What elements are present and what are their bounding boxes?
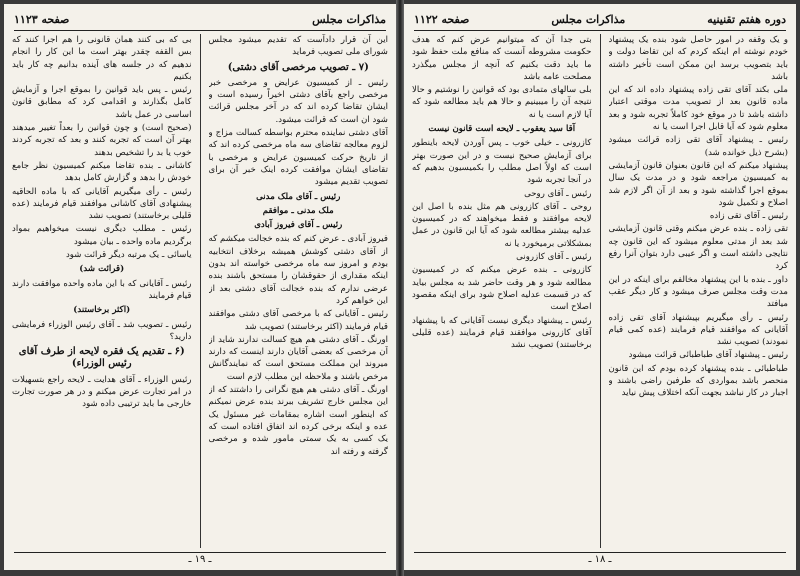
paragraph: رئیس ـ آقای ملک مدنی	[256, 191, 341, 202]
paragraph: کازرونی ـ بنده عرض میکنم که در کمیسیون مطالعه شود و هر وقت حاضر شد به مجلس بیاید که در قسمت عدلیه اصلاح شود برای اینکه مقصود اصلاح است	[412, 265, 592, 313]
paragraph: رئیس ـ رأی میگیریم بپیشنهاد آقای تقی زاده آقایانی که موافقند قیام فرمایند (عده کمی قیام نمودند) تصویب نشد	[608, 312, 788, 348]
paragraph: رئیس ـ تصویب شد ـ آقای رئیس الوزراء فرمایشی دارید؟	[12, 319, 192, 342]
paragraph: پیشنهاد میکنم که این قانون بعنوان قانون آزمایشی به کمیسیون مراجعه شود و در مدت یک سال بموقع اجرا گذاشته شود و بعد از آن اگر لازم شد اصلاح و تکمیل شود	[608, 160, 788, 208]
right-page	[404, 4, 796, 570]
paragraph: روحی ـ آقای کازرونی هم مثل بنده با اصل این لایحه موافقند و فقط میخواهند که در کمیسیون عدلیه بیشتر مطالعه شود که آیا این قانون در عمل بمشکلاتی برمیخورد یا نه	[412, 201, 592, 249]
paragraph: داور ـ بنده با این پیشنهاد مخالفم برای اینکه در این مدت وقت مجلس صرف میشود و کار دیگر عقب میافتد	[608, 274, 788, 310]
right-page-footer	[414, 552, 786, 566]
paragraph: بلی سالهای متمادی بود که قوانین را نوشتیم و حالا نتیجه آن را میبینیم و حالا هم باید مطالعه شود که آیا لازم است یا نه	[412, 85, 592, 120]
paragraph: (صحیح است) و چون قوانین را بعداً تغییر میدهند بهتر آن است که تجربه کنند و بعد که تجربه کردند خوب یا بد را تشخیص بدهند	[12, 123, 192, 158]
paragraph: آقا سید یعقوب ـ لایحه است قانون نیست	[428, 124, 576, 135]
paragraph: (اکثر برخاستند)	[73, 305, 131, 316]
paragraph: رئیس ـ آقای کازرونی	[516, 252, 592, 263]
paragraph: رئیس ـ پیشنهاد دیگری نیست آقایانی که با پیشنهاد آقای کازرونی موافقند قیام فرمایند (عده قلیلی برخاستند) تصویب نشد	[412, 315, 592, 351]
right-page-left-column	[412, 34, 592, 548]
paragraph: ملک مدنی ـ موافقم	[262, 205, 334, 216]
left-page-footer	[14, 552, 386, 566]
header-rule	[414, 30, 786, 31]
paragraph: رئیس ـ رأی میگیریم آقایانی که با ماده الحاقیه پیشنهادی آقای کاشانی موافقند قیام فرمایند (عده قلیلی برخاستند) تصویب نشد	[12, 186, 192, 222]
right-page-right-column	[609, 34, 789, 548]
left-page	[4, 4, 396, 570]
paragraph: رئیس ـ آقایانی که با مرخصی آقای دشتی موافقند قیام فرمایند (اکثر برخاستند) تصویب شد	[208, 309, 388, 332]
paragraph: ملی بکند آقای تقی زاده پیشنهاد داده اند که این ماده قانون بعد از تصویب مدت موقتی اعتبار داشته باشد تا در موقع خود کاملاً تجربه شود و بعد معلوم شود که آیا قابل اجرا است یا نه	[608, 85, 788, 133]
left-page-header	[14, 10, 386, 28]
paragraph: رئیس ـ پیشنهاد آقای طباطبائی قرائت میشود	[628, 350, 788, 361]
section-heading: (۶ ـ تقدیم یک فقره لایحه از طرف آقای رئیس الوزراء)	[18, 346, 185, 370]
paragraph: رئیس ـ آقای فیروز آبادی	[254, 220, 343, 231]
header-rule	[14, 30, 386, 31]
paragraph: یاسائی ـ یک مرتبه دیگر قرائت شود	[65, 250, 192, 261]
paragraph: تقی زاده ـ بنده عرض میکنم وقتی قانون آزمایشی شد بعد از مدتی معلوم میشود که این قانون چه نتایجی داشته است و اگر عیبی دارد بتوان آنرا رفع کرد	[608, 224, 788, 272]
paragraph: آقای دشتی نماینده محترم بواسطه کسالت مزاج و لزوم معالجه تقاضای سه ماه مرخصی کرده اند که از تاریخ حرکت کمیسیون عرایض و مرخصی با تقاضای ایشان موافقت کرده اینک خبر آن برای تصویب تقدیم میشود	[208, 128, 388, 188]
paragraph: اورنگ ـ آقای دشتی هم هیچ نگرانی را داشتند که از این مجلس خارج تشریف ببرند بنده عرض نمیکنم که اینطور است اشاره بمقامات غیر مسئول یک عده و اینکه برخی کرده اند اتفاق افتاده است که یک کسی به یک سمتی مامور شده و مرخصی گرفته و رفته اند	[208, 385, 388, 457]
paragraph: رئیس ـ آقای روحی	[524, 188, 592, 199]
paragraph: این آن قرار دادآست که تقدیم میشود مجلس شورای ملی تصویب فرماید	[208, 35, 388, 58]
paragraph: رئیس ـ مطلب دیگری نیست میخواهیم بمواد برگردیم ماده واحده ـ بیان میشود	[12, 224, 192, 247]
paragraph: رئیس ـ آقای تقی زاده	[709, 211, 788, 222]
section-heading: (۷ ـ تصویب مرخصی آقای دشتی)	[227, 61, 369, 73]
right-page-columns	[412, 34, 788, 548]
footer-rule	[414, 552, 786, 553]
paragraph: رئیس الوزراء ـ آقای هدایت ـ لایحه راجع بتسهیلات در امر تجارت عرض میکنم و در هر صورت تجارت خارجی ما باید ترتیبی داده شود	[12, 374, 192, 410]
column-divider	[200, 34, 201, 548]
right-page-folio: ـ ۱۸ ـ	[588, 554, 612, 565]
paragraph: اورنگ ـ آقای دشتی هم هیچ کسالت ندارند شاید از آن مرخصی که بعضی آقایان دارند اینست که دارند میروند این مملکت مستحق است که نمایندگانش مرخص باشند و ملاحظه این مطلب لازم است	[208, 334, 388, 382]
right-page-session: دوره هفتم تقنینیه	[707, 12, 786, 26]
paragraph: و یک وقفه در امور حاصل شود بنده یک پیشنهاد خودم نوشته ام اینکه کردم که این تقاضا دولت و باید بتصویب برسد این ممکن است تأخیر داشته باشد	[608, 35, 788, 82]
paragraph: کاشانی ـ بنده تقاضا میکنم کمیسیون نظر جامع خودش را بدهد و گزارش کامل بدهد	[12, 160, 192, 184]
paragraph: (قرائت شد)	[79, 264, 125, 275]
paragraph: فیروز آبادی ـ عرض کنم که بنده خجالت میکشم که از آقای دشتی کوشش همیشه برخلاف انتخابیه بودم و امروز سه ماه مرخصی خواسته اند بدون اینکه مقداری از حقوقشان را مستحق باشند بنده عرضی ندارم که بنده خجالت آقای دشتی بعد از این خواهم کرد	[208, 234, 388, 306]
paragraph: رئیس ـ پیشنهاد آقای تقی زاده قرائت میشود (بشرح ذیل خوانده شد)	[608, 135, 788, 158]
paragraph: رئیس ـ آقایانی که با این ماده واحده موافقت دارند قیام فرمایند	[12, 278, 192, 301]
right-page-number: صفحه ۱۱۲۲	[414, 12, 470, 26]
left-page-folio: ـ ۱۹ ـ	[188, 554, 212, 565]
left-page-right-column	[209, 34, 389, 548]
book-gutter	[396, 0, 404, 576]
paragraph: رئیس ـ پس باید قوانین را بموقع اجرا و آزمایش کامل بگذارند و اقدامی کرد که مطابق قانون اساسی در عمل باشد	[12, 85, 192, 120]
left-page-running-title: مذاکرات مجلس	[312, 12, 386, 26]
paragraph: رئیس ـ از کمیسیون عرایض و مرخصی خبر مرخصی راجع بآقای دشتی اخیراً رسیده است و ایشان تقاضا کرده اند که در آخر مجلس قرائت شود ان است که قرائت میشود.	[208, 77, 388, 125]
right-page-running-title: مذاکرات مجلس	[551, 12, 626, 26]
column-divider	[600, 34, 601, 548]
left-page-left-column	[12, 34, 192, 548]
paragraph: طباطبائی ـ بنده پیشنهاد کرده بودم که این قانون منحصر باشد بمواردی که طرفین راضی باشند و اجبار در کار نباشد بجهت آنکه اختلاف پیش نیاید	[608, 363, 788, 399]
paragraph: کازرونی ـ خیلی خوب ـ پس آوردن لایحه باینطور برای آزمایش صحیح نیست و در این صورت بهتر است که اولاً اصل مطلب را بکمیسیون بدهیم که در آنجا تجربه شود	[412, 138, 592, 186]
footer-rule	[14, 552, 386, 553]
paragraph: بی که بی کنند همان قانونی را هم اجرا کنند که بس القفه چقدر بهتر است ما این کار را انجام ندهیم که در جلسه های آینده بدانیم چه کار باید بکنیم	[12, 35, 192, 82]
left-page-columns	[12, 34, 388, 548]
right-page-header	[414, 10, 786, 28]
left-page-number: صفحه ۱۱۲۳	[14, 12, 70, 26]
paragraph: بتی جدا آن که میتوانیم عرض کنم که هدف حکومت مشروطه آنست که منافع ملت حفظ شود ما باید دقت بکنیم که آنچه از مجلس میگذرد مصلحت عامه باشد	[412, 35, 592, 82]
